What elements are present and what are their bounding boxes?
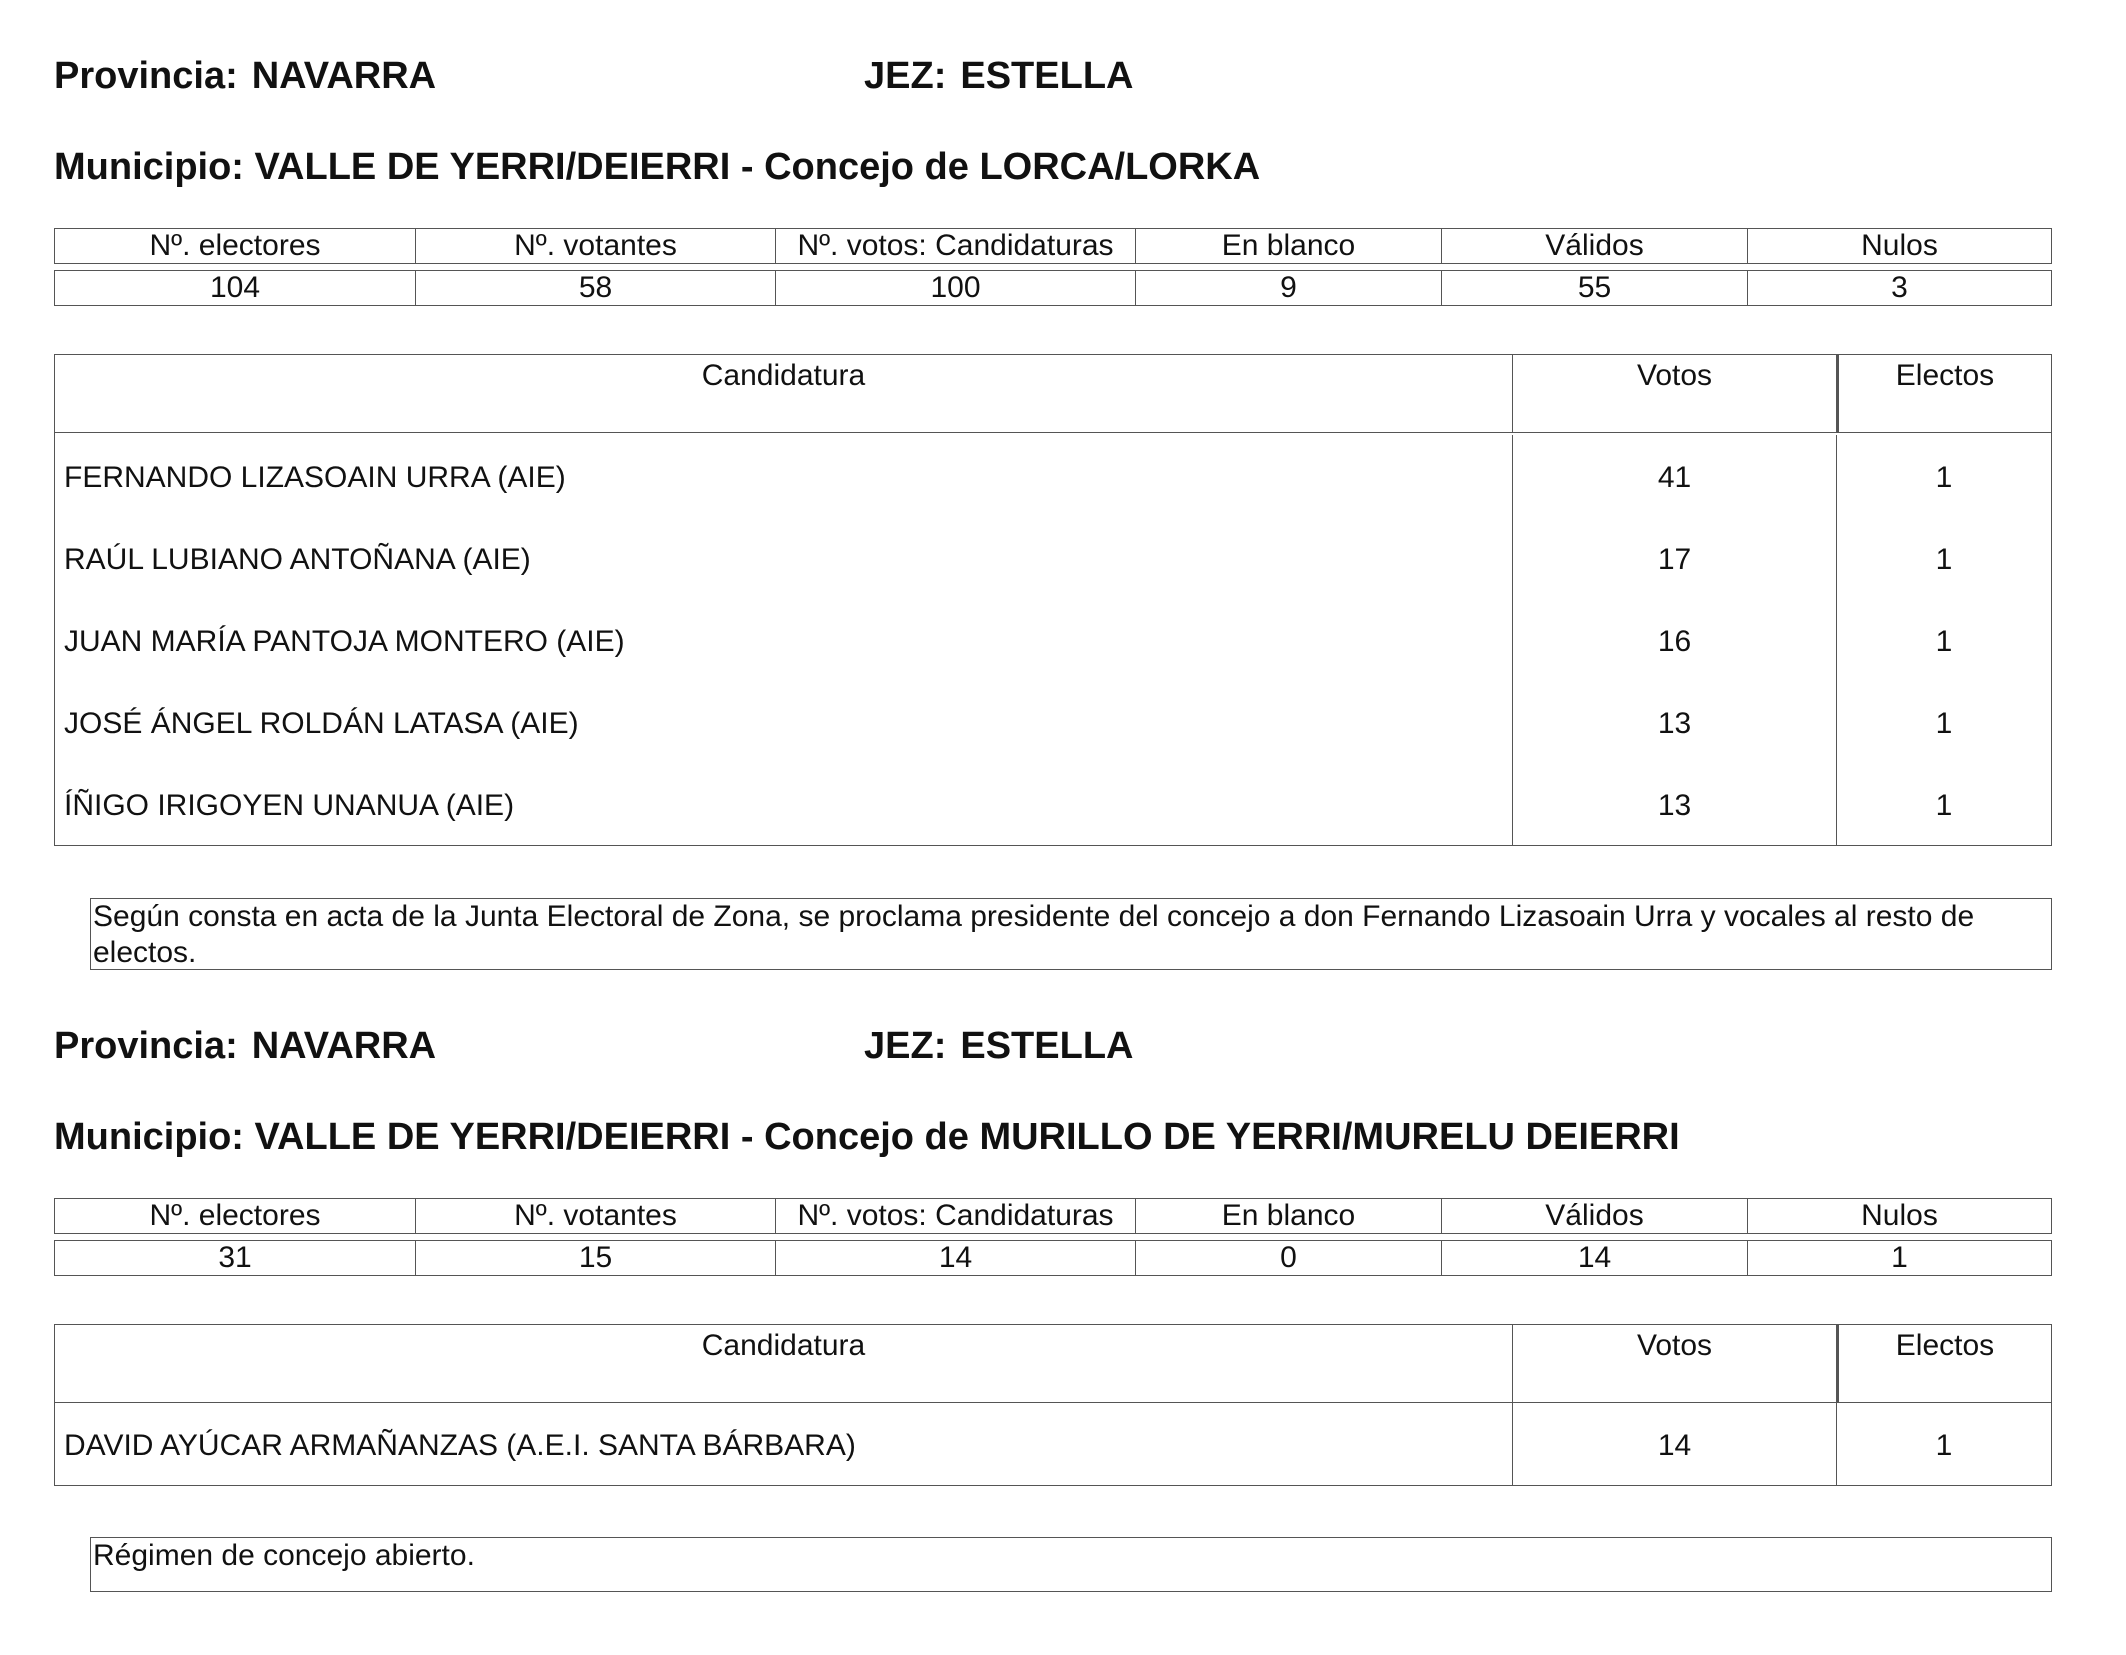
candidates-table <box>54 354 2052 846</box>
jez-value: ESTELLA <box>960 55 1134 97</box>
provincia-label: Provincia: <box>54 1025 238 1067</box>
table-row <box>55 763 2051 845</box>
jez-value: ESTELLA <box>960 1025 1134 1067</box>
stats-value-row <box>54 270 2052 306</box>
table-row <box>55 599 2051 681</box>
municipio-label: Municipio: <box>54 146 244 188</box>
candidates-table <box>54 1324 2052 1486</box>
stats-header-cell: Nº. votantes <box>415 1199 775 1233</box>
stats-header-row <box>54 1198 2052 1234</box>
municipio-value: VALLE DE YERRI/DEIERRI - Concejo de LORCA/LORKA <box>254 146 1261 188</box>
candidate-votes: 13 <box>1512 763 1836 845</box>
provincia-heading <box>54 54 436 98</box>
stats-header-cell: Nº. votos: Candidaturas <box>775 1199 1135 1233</box>
votos-header: Votos <box>1512 355 1836 432</box>
stats-header-cell: En blanco <box>1135 1199 1441 1233</box>
stats-value-cell: 31 <box>218 1241 252 1274</box>
table-row <box>55 435 2051 517</box>
provincia-value: NAVARRA <box>251 55 437 97</box>
candidate-votes: 13 <box>1512 681 1836 763</box>
candidatura-header: Candidatura <box>701 359 866 392</box>
candidates-header-row <box>55 355 2051 433</box>
candidate-votes: 16 <box>1512 599 1836 681</box>
jez-heading <box>864 1024 1133 1068</box>
stats-table <box>54 228 2052 306</box>
jez-label: JEZ: <box>864 55 947 97</box>
provincia-heading <box>54 1024 436 1068</box>
stats-header-cell: Nulos <box>1747 229 2051 263</box>
candidatura-header: Candidatura <box>701 1329 866 1362</box>
candidate-name: RAÚL LUBIANO ANTOÑANA (AIE) <box>64 543 531 576</box>
table-row <box>55 517 2051 599</box>
stats-header-cell: Válidos <box>1441 1199 1747 1233</box>
candidate-elected: 1 <box>1836 681 2051 763</box>
provincia-label: Provincia: <box>54 55 238 97</box>
stats-value-cell: 100 <box>775 271 1135 305</box>
stats-value-cell: 55 <box>1441 271 1747 305</box>
proclamation-note: Según consta en acta de la Junta Electoral de Zona, se proclama presidente del concejo a don Fernando Lizasoain Urra y vocales al resto de electos. <box>90 898 2052 970</box>
candidate-name: FERNANDO LIZASOAIN URRA (AIE) <box>64 461 566 494</box>
stats-header-cell: Nº. votos: Candidaturas <box>775 229 1135 263</box>
stats-header-cell: En blanco <box>1135 229 1441 263</box>
stats-value-cell: 58 <box>415 271 775 305</box>
stats-value-cell: 14 <box>1441 1241 1747 1275</box>
candidate-elected: 1 <box>1836 517 2051 599</box>
stats-header-cell: Nº. electores <box>149 1199 321 1232</box>
stats-header-row <box>54 228 2052 264</box>
candidate-elected: 1 <box>1836 763 2051 845</box>
stats-header-cell: Válidos <box>1441 229 1747 263</box>
jez-label: JEZ: <box>864 1025 947 1067</box>
municipio-label: Municipio: <box>54 1116 244 1158</box>
stats-value-cell: 15 <box>415 1241 775 1275</box>
votos-header: Votos <box>1512 1325 1836 1402</box>
candidate-elected: 1 <box>1836 599 2051 681</box>
candidate-name: JOSÉ ÁNGEL ROLDÁN LATASA (AIE) <box>64 707 579 740</box>
electos-header: Electos <box>1836 355 2051 432</box>
candidate-votes: 14 <box>1512 1403 1836 1485</box>
candidate-name: JUAN MARÍA PANTOJA MONTERO (AIE) <box>64 625 625 658</box>
table-row <box>55 1403 2051 1485</box>
stats-header-cell: Nº. electores <box>149 229 321 262</box>
candidates-header-row <box>55 1325 2051 1403</box>
candidate-votes: 41 <box>1512 435 1836 517</box>
municipio-heading <box>54 145 1260 189</box>
stats-value-cell: 14 <box>775 1241 1135 1275</box>
table-row <box>55 681 2051 763</box>
stats-value-cell: 3 <box>1747 271 2051 305</box>
candidate-name: DAVID AYÚCAR ARMAÑANZAS (A.E.I. SANTA BÁRBARA) <box>64 1429 856 1462</box>
stats-header-cell: Nulos <box>1747 1199 2051 1233</box>
electos-header: Electos <box>1836 1325 2051 1402</box>
stats-value-row <box>54 1240 2052 1276</box>
stats-value-cell: 1 <box>1747 1241 2051 1275</box>
municipio-value: VALLE DE YERRI/DEIERRI - Concejo de MURILLO DE YERRI/MURELU DEIERRI <box>254 1116 1680 1158</box>
stats-header-cell: Nº. votantes <box>415 229 775 263</box>
stats-value-cell: 0 <box>1135 1241 1441 1275</box>
provincia-value: NAVARRA <box>251 1025 437 1067</box>
regime-note: Régimen de concejo abierto. <box>90 1537 2052 1592</box>
stats-table <box>54 1198 2052 1276</box>
candidate-votes: 17 <box>1512 517 1836 599</box>
candidate-name: ÍÑIGO IRIGOYEN UNANUA (AIE) <box>64 789 515 822</box>
candidate-elected: 1 <box>1836 435 2051 517</box>
candidate-elected: 1 <box>1836 1403 2051 1485</box>
municipio-heading <box>54 1115 1680 1159</box>
jez-heading <box>864 54 1133 98</box>
stats-value-cell: 9 <box>1135 271 1441 305</box>
stats-value-cell: 104 <box>209 271 261 304</box>
